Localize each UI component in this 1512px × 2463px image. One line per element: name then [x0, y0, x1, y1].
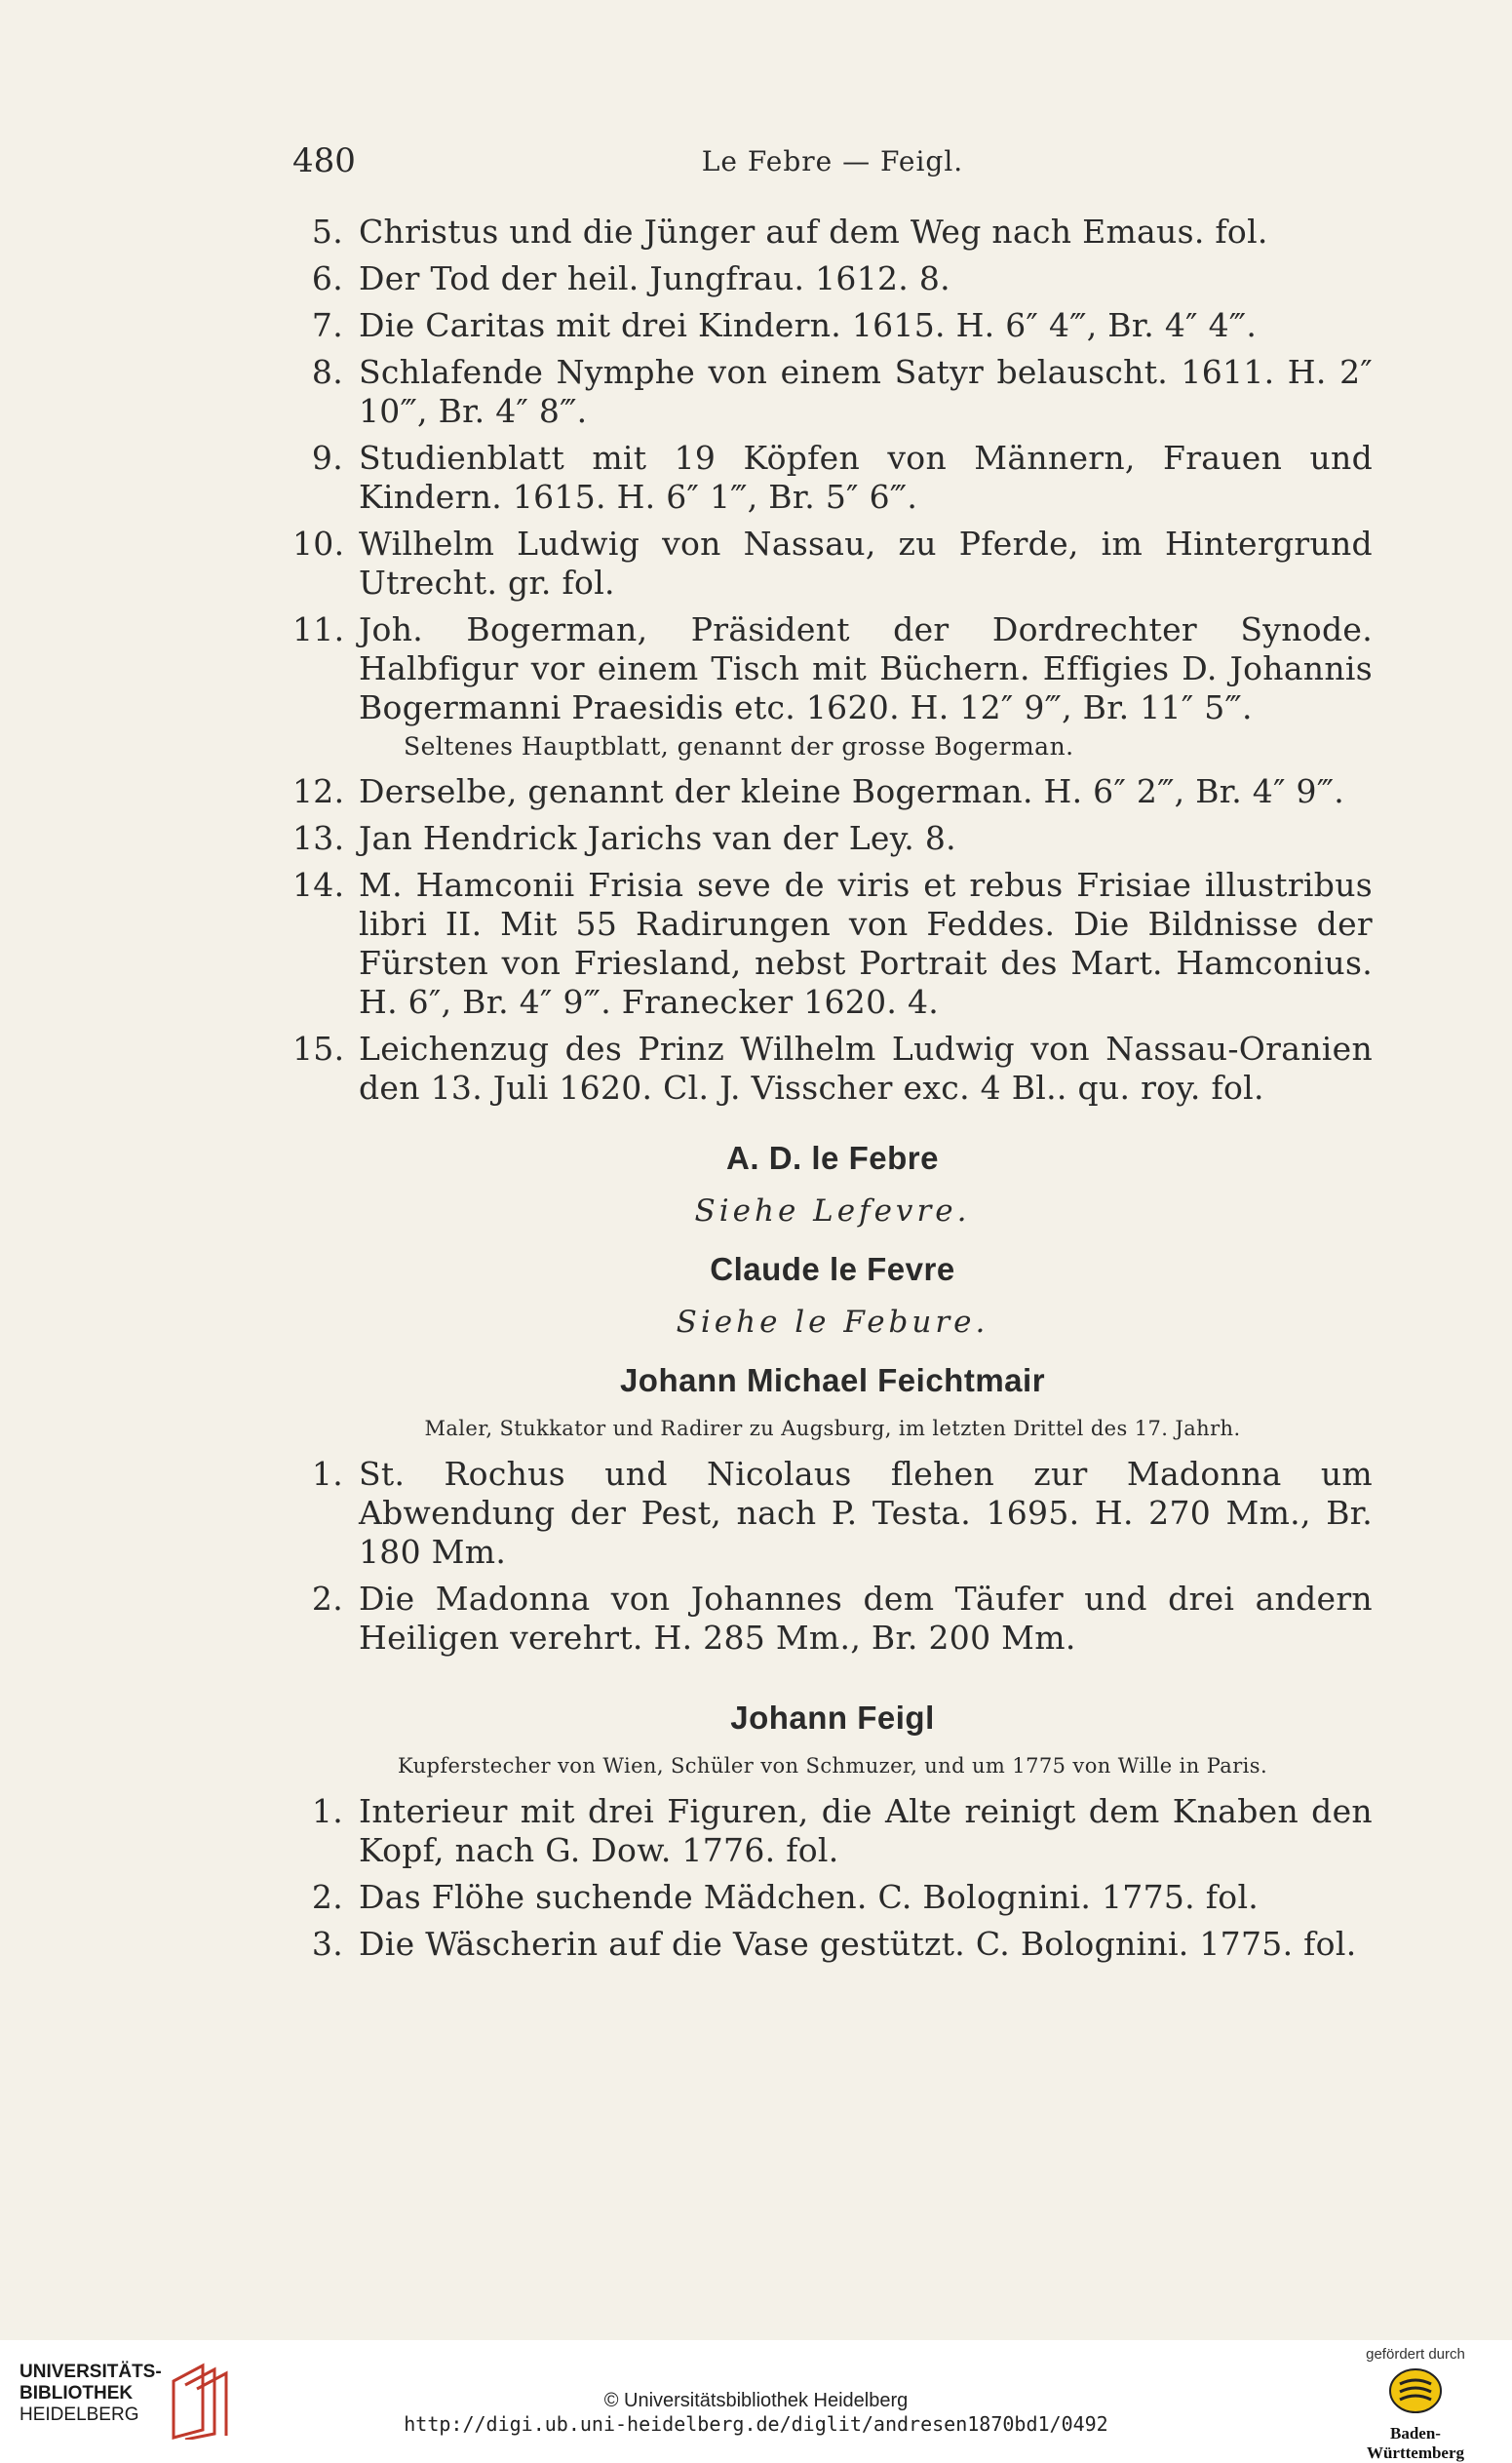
library-name-line: BIBLIOTHEK [19, 2383, 134, 2404]
entry-number: 1. [311, 1792, 343, 1830]
entry [292, 1792, 1373, 1870]
section-description: Maler, Stukkator und Radirer zu Augsburg, im letzten Drittel des 17. Jahrh. [424, 1417, 1241, 1440]
entry [292, 819, 1373, 858]
source-url-link[interactable]: http://digi.ub.uni-heidelberg.de/diglit/andresen1870bd1/0492 [404, 2412, 1108, 2436]
entry-text: Jan Hendrick Jarichs van der Ley. 8. [359, 819, 956, 857]
footer-bar [0, 2340, 1512, 2462]
entry-number: 7. [311, 306, 343, 344]
entry-text: Die Caritas mit drei Kindern. 1615. H. 6″ 4‴, Br. 4″ 4‴. [359, 306, 1258, 344]
page-header [292, 141, 1373, 190]
entry [292, 1580, 1373, 1658]
section-feigl [292, 1697, 1373, 1964]
entry [292, 1455, 1373, 1572]
entry-text: Die Wäscherin auf die Vase gestützt. C. Bolognini. 1775. fol. [359, 1925, 1357, 1963]
entry [292, 353, 1373, 431]
section-crossref: Siehe le Febure. [676, 1305, 989, 1340]
entry [292, 610, 1373, 727]
section-title: Claude le Fevre [710, 1251, 955, 1287]
entry-text: Studienblatt mit 19 Köpfen von Männern, Frauen und Kindern. 1615. H. 6″ 1‴, Br. 5″ 6‴. [359, 439, 1373, 516]
coat-of-arms-icon [1388, 2366, 1443, 2415]
library-name-line: HEIDELBERG [19, 2404, 139, 2425]
entry-text: Schlafende Nymphe von einem Satyr belauscht. 1611. H. 2″ 10‴, Br. 4″ 8‴. [359, 353, 1373, 430]
entry-number: 2. [311, 1580, 343, 1618]
entry-number: 3. [311, 1925, 343, 1963]
entry-number: 13. [292, 819, 345, 857]
sponsor-logo[interactable] [1342, 2346, 1489, 2462]
entry-text: Christus und die Jünger auf dem Weg nach Emaus. fol. [359, 213, 1268, 251]
entry [292, 439, 1373, 517]
entry-text: M. Hamconii Frisia seve de viris et rebus Frisiae illustribus libri II. Mit 55 Radirungen von Feddes. Die Bildnisse der Fürsten von Friesland, nebst Portrait des Mart. Hamconius. H. 6″, Br. 4″ 9‴. Franecker 1620. 4. [359, 866, 1373, 1021]
entry [292, 213, 1373, 252]
entry-number: 2. [311, 1878, 343, 1916]
page-number: 480 [292, 141, 356, 180]
entry [292, 306, 1373, 345]
section-ad-le-febre [292, 1137, 1373, 1231]
entry-text: Wilhelm Ludwig von Nassau, zu Pferde, im Hintergrund Utrecht. gr. fol. [359, 525, 1373, 602]
section-claude-le-fevre [292, 1248, 1373, 1342]
section-description: Kupferstecher von Wien, Schüler von Schmuzer, und um 1775 von Wille in Paris. [397, 1754, 1268, 1778]
entry [292, 1878, 1373, 1917]
entry-number: 11. [292, 610, 345, 648]
entry-text: Leichenzug des Prinz Wilhelm Ludwig von Nassau-Oranien den 13. Juli 1620. Cl. J. Visscher exc. 4 Bl.. qu. roy. fol. [359, 1030, 1373, 1107]
entry-text: Das Flöhe suchende Mädchen. C. Bolognini. 1775. fol. [359, 1878, 1260, 1916]
section-feichtmair [292, 1359, 1373, 1658]
entry-number: 8. [311, 353, 343, 391]
entry [292, 866, 1373, 1022]
sponsor-name: Baden-Württemberg [1366, 2424, 1465, 2462]
entry-text: Derselbe, genannt der kleine Bogerman. H. 6″ 2‴, Br. 4″ 9‴. [359, 772, 1345, 810]
entry-text: Joh. Bogerman, Präsident der Dordrechter Synode. Halbfigur vor einem Tisch mit Büchern. Effigies D. Johannis Bogermanni Praesidis etc. 1620. H. 12″ 9‴, Br. 11″ 5‴. [359, 610, 1373, 726]
entry-number: 12. [292, 772, 345, 810]
copyright-text: © Universitätsbibliothek Heidelberg [603, 2390, 909, 2411]
entry-number: 9. [311, 439, 343, 477]
section-title: Johann Feigl [730, 1700, 935, 1736]
entry-number: 14. [292, 866, 345, 904]
entry [292, 525, 1373, 603]
entry-note: Seltenes Hauptblatt, genannt der grosse Bogerman. [404, 732, 1074, 761]
entry [292, 1030, 1373, 1108]
library-name-line: UNIVERSITÄTS- [19, 2362, 162, 2382]
entry [292, 1925, 1373, 1964]
section-title: A. D. le Febre [726, 1140, 939, 1176]
entry-text: Interieur mit drei Figuren, die Alte reinigt dem Knaben den Kopf, nach G. Dow. 1776. fol. [359, 1792, 1373, 1869]
entry-number: 5. [311, 213, 343, 251]
entry-text: Die Madonna von Johannes dem Täufer und drei andern Heiligen verehrt. H. 285 Mm., Br. 200 Mm. [359, 1580, 1373, 1657]
entry-number: 10. [292, 525, 345, 563]
entry-number: 6. [311, 259, 343, 297]
entry [292, 259, 1373, 298]
entry-text: Der Tod der heil. Jungfrau. 1612. 8. [359, 259, 950, 297]
entry-text: St. Rochus und Nicolaus flehen zur Madonna um Abwendung der Pest, nach P. Testa. 1695. H. 270 Mm., Br. 180 Mm. [359, 1455, 1373, 1571]
entry [292, 772, 1373, 811]
entry-number: 1. [311, 1455, 343, 1493]
footer-credits [0, 2389, 1512, 2436]
section-crossref: Siehe Lefevre. [694, 1193, 971, 1229]
entry-number: 15. [292, 1030, 345, 1068]
section-title: Johann Michael Feichtmair [619, 1362, 1046, 1398]
page-content [292, 213, 1373, 1972]
sponsor-label: gefördert durch [1366, 2346, 1465, 2363]
running-head: Le Febre — Feigl. [701, 145, 964, 177]
